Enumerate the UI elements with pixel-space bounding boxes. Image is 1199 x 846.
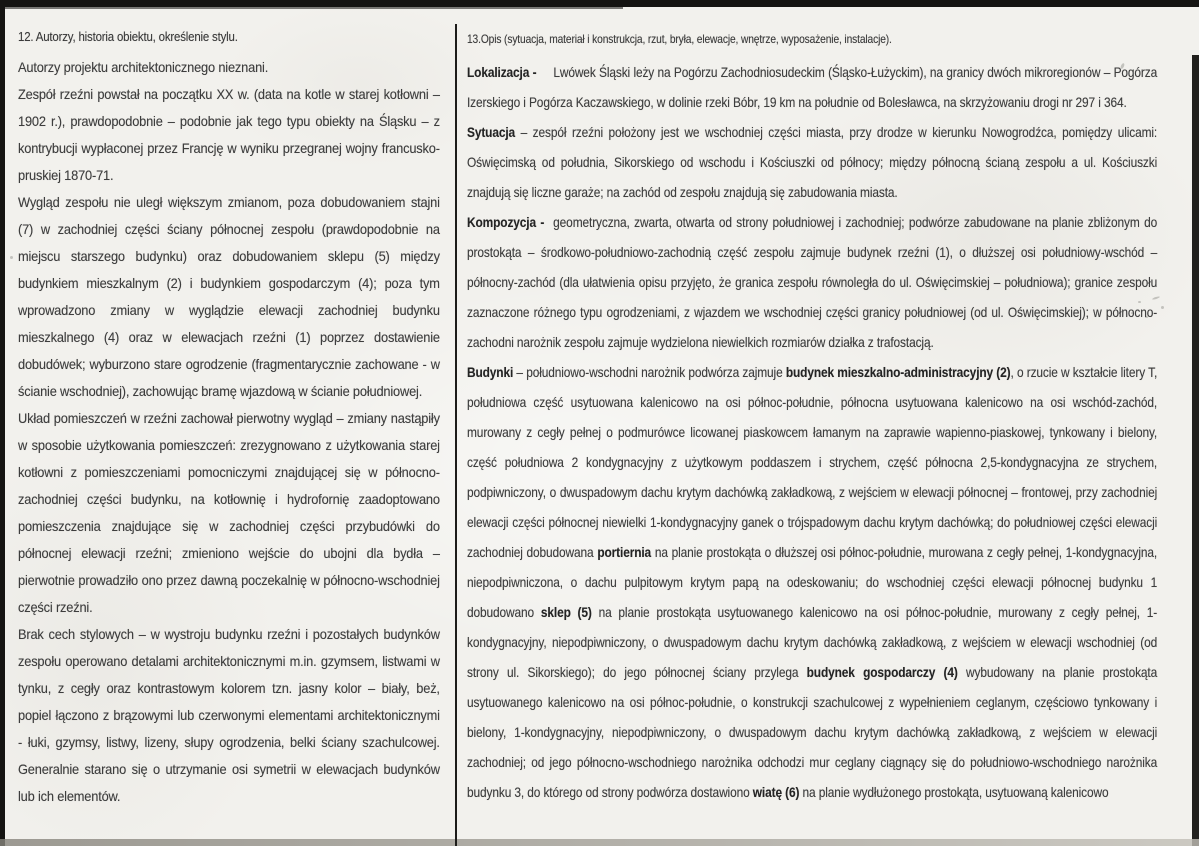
paragraph <box>467 57 1157 117</box>
bold-run: budynek mieszkalno-administracyjny (2) <box>785 364 1011 380</box>
section-12-column <box>18 30 440 810</box>
text-run: na planie wydłużonego prostokąta, usytuowaną kalenicowo <box>799 784 1109 800</box>
section-13-column <box>467 32 1157 807</box>
text-run: Wygląd zespołu nie uległ większym zmianom, poza dobudowaniem stajni (7) w zachodniej części ściany północnej zespołu (prawdopodobnie na miejscu starszego budynku) oraz dobudowaniem sklepu (5) między budynkiem mieszkalnym (2) i budynkiem gospodarczym (4); poza tym wprowadzono zmiany w wyglądzie elewacji zachodniej budynku mieszkalnego (4) oraz w elewacjach rzeźni (1) poprzez dostawienie dobudówek; wyburzono stare ogrodzenie (fragmentarycznie zachowane - w ścianie wschodniej), zachowując bramę wjazdową w ścianie południowej. <box>18 194 440 399</box>
section-12-heading: 12. Autorzy, historia obiektu, określenie stylu. <box>18 30 238 44</box>
section-13-body <box>467 57 1157 807</box>
pencil-mark <box>10 256 13 259</box>
scan-edge-right <box>1192 55 1199 846</box>
paragraph <box>467 207 1157 357</box>
pencil-mark <box>1161 306 1164 309</box>
text-run: Autorzy projektu architektonicznego nieznani. <box>18 59 269 75</box>
bold-run: budynek gospodarczy (4) <box>806 664 958 680</box>
bold-run: Sytuacja <box>467 124 516 140</box>
scan-edge-bottom <box>0 839 1199 846</box>
text-run: Zespół rzeźni powstał na początku XX w. (data na kotle w starej kotłowni – 1902 r.), prawdopodobnie – podobnie jak tego typu obiekty na Śląsku – z kontrybucji wypłaconej przez Francję w wyniku przegranej wojny francusko-pruskiej 1870-71. <box>18 86 440 183</box>
text-run: – zespół rzeźni położony jest we wschodniej części miasta, przy drodze w kierunku Nowogrodźca, pomiędzy ulicami: Oświęcimską od południa, Sikorskiego od wschodu i Kościuszki od północy; między północną ścianą zespołu a ul. Kościuszki znajdują się liczne garaże; na zachód od zespołu znajdują się zabudowania miasta. <box>467 124 1158 200</box>
bold-run: Kompozycja - <box>467 214 549 230</box>
scan-edge-left <box>0 0 5 846</box>
text-run: Układ pomieszczeń w rzeźni zachował pierwotny wygląd – zmiany nastąpiły w sposobie użytkowania pomieszczeń: zrezygnowano z użytkowania starej kotłowni z pomieszczeniami pomocniczymi znajdującej się w północno-zachodniej części budynku, na kotłownię i hydrofornię zaadoptowano pomieszczenia znajdujące się w zachodniej części przybudówki do północnej elewacji rzeźni; zmieniono wejście do ubojni dla bydła – pierwotnie prowadziło ono przez dawną poczekalnię w północno-wschodniej części rzeźni. <box>18 410 440 615</box>
paragraph <box>18 189 440 405</box>
text-run: Lwówek Śląski leży na Pogórzu Zachodniosudeckim (Śląsko-Łużyckim), na granicy dwóch mikroregionów – Pogórza Izerskiego i Pogórza Kaczawskiego, w dolinie rzeki Bóbr, 19 km na południe od Bolesławca, na skrzyżowaniu drogi nr 297 i 364. <box>467 64 1158 110</box>
column-divider <box>455 24 457 846</box>
bold-run: sklep (5) <box>540 604 592 620</box>
bold-run: Budynki <box>467 364 514 380</box>
paragraph <box>467 357 1157 807</box>
scan-edge-top-shadow <box>0 7 623 9</box>
text-run: na planie prostokąta o dłuższej osi północ-południe, murowana z cegły pełnej, 1-kondygnacyjna, niepodpiwniczona, o dachu pulpitowym krytym papą na odeskowaniu; do wschodniej części elewacji północnej budynku 1 dobudowano <box>467 544 1158 620</box>
text-run: Brak cech stylowych – w wystroju budynku rzeźni i pozostałych budynków zespołu operowano detalami architektonicznymi m.in. gzymsem, listwami w tynku, z cegły oraz kontrastowym kolorem tzn. jasny kolor – biały, beż, popiel łączono z brązowymi lub czerwonymi elementami architektonicznymi - łuki, gzymsy, listwy, lizeny, słupy ogrodzenia, belki ściany szachulcowej. Generalnie starano się o utrzymanie osi symetrii w elewacjach budynków lub ich elementów. <box>18 626 440 804</box>
text-run: , o rzucie w kształcie litery T, południowa część usytuowana kalenicowo na osi północ-południe, północna usytuowana kalenicowo na osi wschód-zachód, murowany z cegły pełnej o podmurówce licowanej piaskowcem łamanym na zaprawie wapienno-piaskowej, tynkowany i bielony, część południowa 2 kondygnacyjny z użytkowym poddaszem i strychem, część północna 2,5-kondygnacyjna ze strychem, podpiwniczony, o dwuspadowym dachu krytym dachówką zakładkową, z wejściem w elewacji północnej – frontowej, przy zachodniej elewacji części północnej niewielki 1-kondygnacyjny ganek o trójspadowym dachu krytym dachówką; do południowej części elewacji zachodniej dobudowana <box>467 364 1158 560</box>
paragraph <box>18 405 440 621</box>
paragraph <box>18 54 440 81</box>
scan-edge-top <box>0 0 1199 7</box>
bold-run: Lokalizacja - <box>467 64 540 80</box>
bold-run: portiernia <box>597 544 652 560</box>
text-run: – południowo-wschodni narożnik podwórza zajmuje <box>513 364 786 380</box>
bold-run: wiatę (6) <box>752 784 800 800</box>
section-13-heading: 13.Opis (sytuacja, materiał i konstrukcja, rzut, bryła, elewacje, wnętrze, wyposażenie, instalacje). <box>467 32 892 46</box>
text-run: geometryczna, zwarta, otwarta od strony południowej i zachodniej; podwórze zabudowane na planie zbliżonym do prostokąta – środkowo-południowo-zachodnią część zespołu zajmuje budynek rzeźni (1), o dłuższej osi południowy-wschód – północny-zachód (dla ułatwienia opisu przyjęto, że granica zespołu równoległa do ul. Oświęcimskiej – południowa); granice zespołu zaznaczone różnego typu ogrodzeniami, z wjazdem we wschodniej części granicy południowej (od ul. Oświęcimskiej); w północno-zachodni narożnik zespołu zajmuje wydzielona niewielkich rozmiarów działka z trafostacją. <box>467 214 1158 350</box>
text-run: na planie prostokąta usytuowanego kalenicowo na osi północ-południe, murowany z cegły pełnej, 1-kondygnacyjny, niepodpiwniczony, o dwuspadowym dachu krytym dachówką zakładkową, z wejściem w elewacji wschodniej (od strony ul. Sikorskiego); do jego północnej ściany przylega <box>467 604 1158 680</box>
section-12-body <box>18 54 440 810</box>
text-run: wybudowany na planie prostokąta usytuowanego kalenicowo na osi północ-południe, o konstrukcji szachulcowej z wypełnieniem ceglanym, częściowo tynkowany i bielony, 1-kondygnacyjny, niepodpiwniczony, o dwuspadowym dachu krytym dachówką zakładkową, z wejściem w elewacji zachodniej; od jego północno-wschodniego narożnika odchodzi mur ceglany ciągnący się do południowo-wschodniego narożnika budynku 3, do którego od strony podwórza dostawiono <box>467 664 1158 800</box>
paragraph <box>18 81 440 189</box>
paragraph <box>18 621 440 810</box>
paragraph <box>467 117 1157 207</box>
